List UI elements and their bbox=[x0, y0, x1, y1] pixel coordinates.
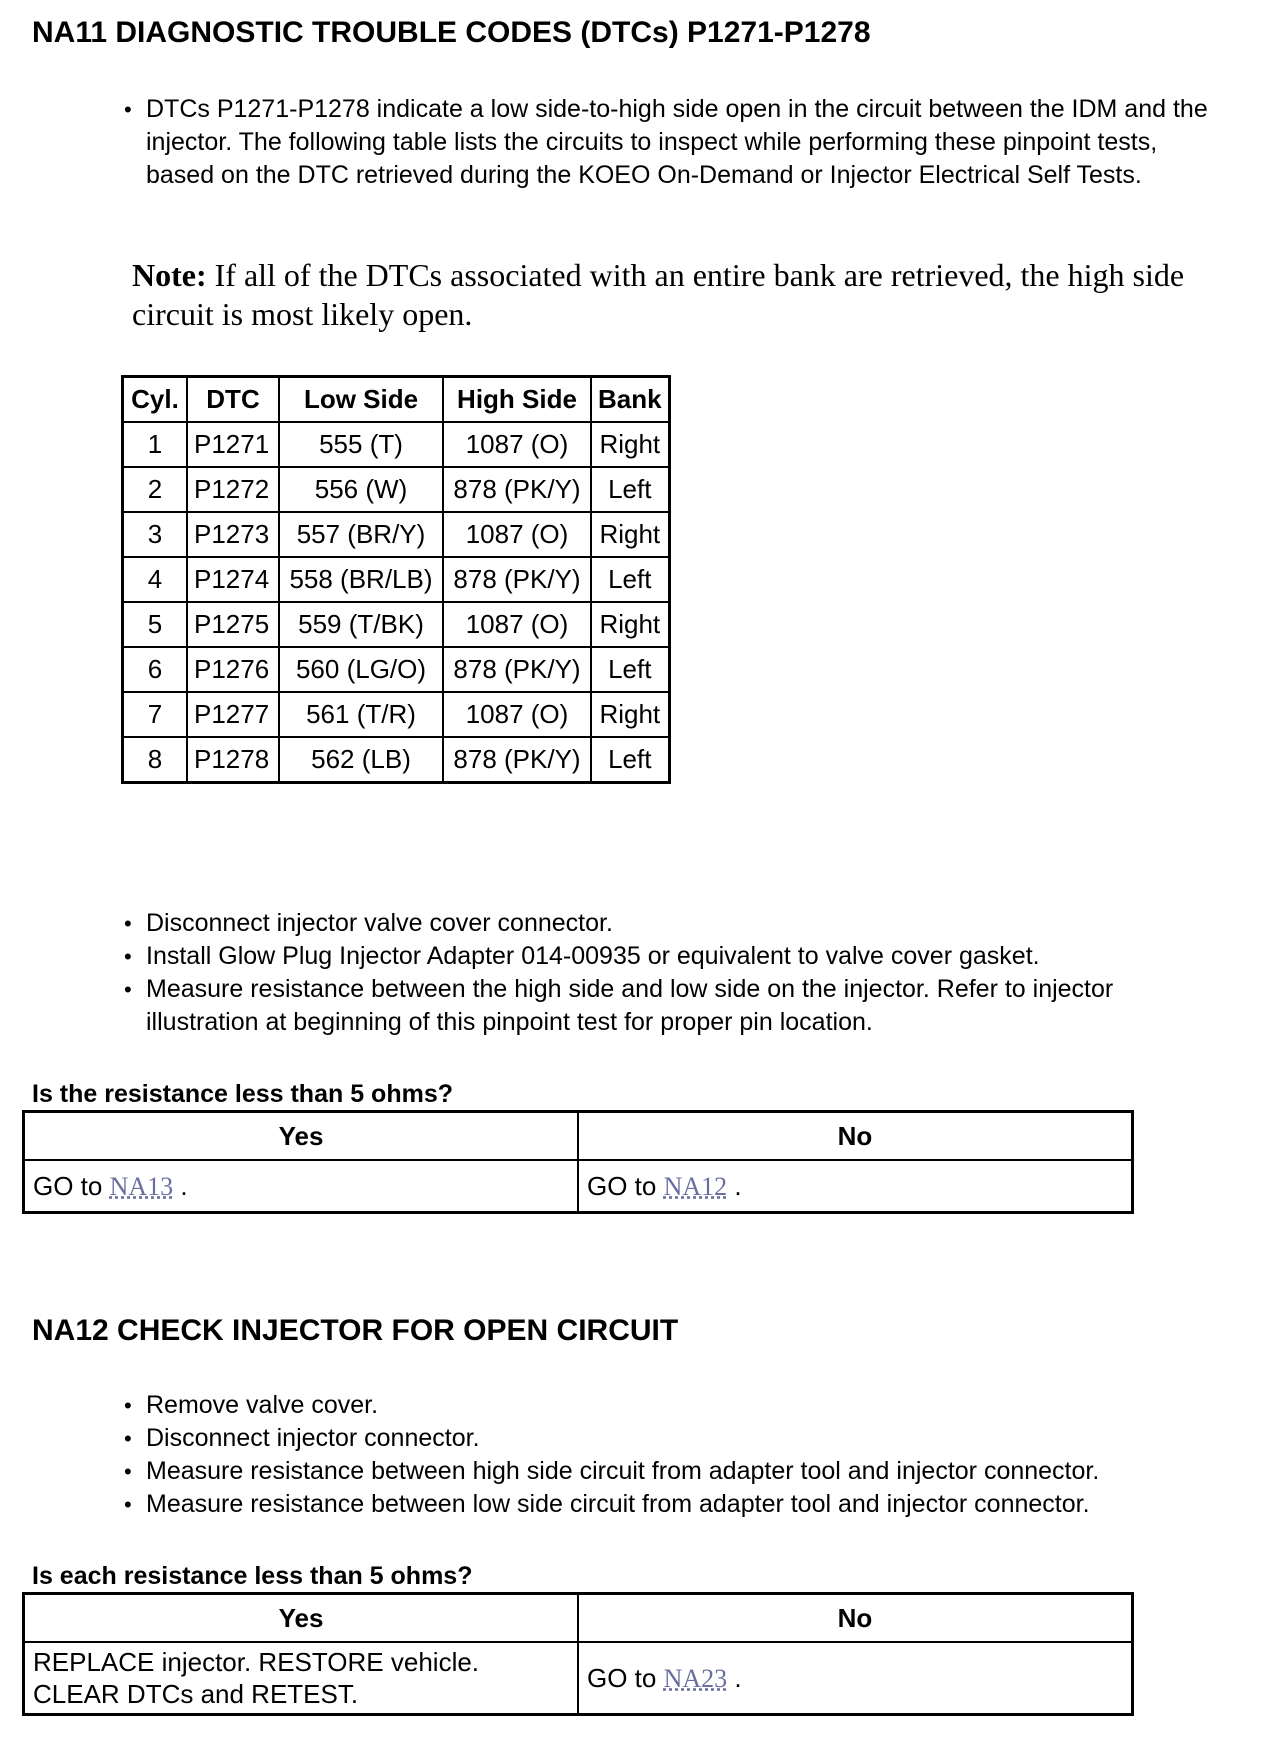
cell-bank: Right bbox=[591, 512, 669, 557]
cell-high-side: 1087 (O) bbox=[443, 512, 591, 557]
col-header-high-side: High Side bbox=[443, 377, 591, 423]
period: . bbox=[727, 1662, 742, 1693]
link-na12[interactable]: NA12 bbox=[663, 1171, 728, 1201]
period: . bbox=[727, 1170, 742, 1201]
col-header-cyl: Cyl. bbox=[123, 377, 188, 423]
list-item bbox=[110, 940, 1230, 973]
table-row bbox=[123, 467, 670, 512]
list-item bbox=[110, 93, 1230, 192]
bullet-icon: • bbox=[124, 977, 132, 1002]
na12-step-3: Measure resistance between high side circuit from adapter tool and injector connector. bbox=[146, 1457, 1100, 1485]
cell-bank: Left bbox=[591, 647, 669, 692]
table-row bbox=[123, 422, 670, 467]
go-to-text: GO to bbox=[587, 1662, 664, 1693]
na12-step-4: Measure resistance between low side circuit from adapter tool and injector connector. bbox=[146, 1490, 1090, 1518]
na12-step-2: Disconnect injector connector. bbox=[146, 1424, 480, 1452]
bullet-icon: • bbox=[124, 1426, 132, 1451]
go-to-text: GO to bbox=[587, 1170, 664, 1201]
yes-header: Yes bbox=[24, 1594, 579, 1643]
cell-bank: Right bbox=[591, 602, 669, 647]
table-header-row bbox=[123, 377, 670, 423]
yes-header: Yes bbox=[24, 1112, 579, 1161]
cell-dtc: P1278 bbox=[187, 737, 279, 783]
na11-intro-list bbox=[110, 93, 1230, 192]
cell-high-side: 878 (PK/Y) bbox=[443, 737, 591, 783]
list-item bbox=[110, 1389, 1250, 1422]
na11-intro-text: DTCs P1271-P1278 indicate a low side-to-high side open in the circuit between the IDM and the injector. The following table lists the circuits to inspect while performing these pinpoint tests, based on the DTC retrieved during the KOEO On-Demand or Injector Electrical Self Tests. bbox=[146, 95, 1208, 189]
cell-dtc: P1277 bbox=[187, 692, 279, 737]
cell-high-side: 878 (PK/Y) bbox=[443, 647, 591, 692]
cell-cyl: 1 bbox=[123, 422, 188, 467]
table-row bbox=[123, 602, 670, 647]
col-header-bank: Bank bbox=[591, 377, 669, 423]
cell-low-side: 555 (T) bbox=[279, 422, 443, 467]
na12-title: NA12 CHECK INJECTOR FOR OPEN CIRCUIT bbox=[32, 1314, 679, 1347]
cell-low-side: 560 (LG/O) bbox=[279, 647, 443, 692]
no-cell bbox=[578, 1642, 1133, 1715]
cell-dtc: P1271 bbox=[187, 422, 279, 467]
table-row bbox=[123, 512, 670, 557]
note-label: Note: bbox=[132, 257, 207, 293]
cell-bank: Right bbox=[591, 692, 669, 737]
table-row bbox=[123, 692, 670, 737]
no-header: No bbox=[578, 1112, 1133, 1161]
bullet-icon: • bbox=[124, 944, 132, 969]
cell-dtc: P1273 bbox=[187, 512, 279, 557]
cell-cyl: 6 bbox=[123, 647, 188, 692]
cell-low-side: 558 (BR/LB) bbox=[279, 557, 443, 602]
table-row bbox=[123, 557, 670, 602]
list-item bbox=[110, 973, 1230, 1039]
na11-title: NA11 DIAGNOSTIC TROUBLE CODES (DTCs) P1271-P1278 bbox=[32, 16, 871, 49]
cell-dtc: P1272 bbox=[187, 467, 279, 512]
list-item bbox=[110, 1488, 1250, 1521]
link-na23[interactable]: NA23 bbox=[663, 1663, 728, 1693]
cell-dtc: P1276 bbox=[187, 647, 279, 692]
list-item bbox=[110, 907, 1230, 940]
cell-cyl: 2 bbox=[123, 467, 188, 512]
list-item bbox=[110, 1455, 1250, 1488]
replace-text-line2: CLEAR DTCs and RETEST. bbox=[33, 1679, 359, 1709]
na11-answer-table bbox=[22, 1110, 1134, 1214]
cell-high-side: 1087 (O) bbox=[443, 692, 591, 737]
cell-low-side: 556 (W) bbox=[279, 467, 443, 512]
note-text: If all of the DTCs associated with an entire bank are retrieved, the high side circuit is most likely open. bbox=[132, 257, 1185, 332]
cell-dtc: P1274 bbox=[187, 557, 279, 602]
note bbox=[132, 256, 1242, 334]
col-header-low-side: Low Side bbox=[279, 377, 443, 423]
cell-dtc: P1275 bbox=[187, 602, 279, 647]
cell-high-side: 878 (PK/Y) bbox=[443, 557, 591, 602]
cell-high-side: 1087 (O) bbox=[443, 602, 591, 647]
table-row bbox=[123, 647, 670, 692]
na11-step-1: Disconnect injector valve cover connector. bbox=[146, 909, 613, 937]
cell-cyl: 7 bbox=[123, 692, 188, 737]
cell-cyl: 3 bbox=[123, 512, 188, 557]
period: . bbox=[173, 1170, 188, 1201]
yes-cell bbox=[24, 1642, 579, 1715]
na12-steps-list bbox=[110, 1389, 1250, 1521]
cell-low-side: 562 (LB) bbox=[279, 737, 443, 783]
no-header: No bbox=[578, 1594, 1133, 1643]
na12-answer-table bbox=[22, 1592, 1134, 1716]
list-item bbox=[110, 1422, 1250, 1455]
na11-step-2: Install Glow Plug Injector Adapter 014-00935 or equivalent to valve cover gasket. bbox=[146, 942, 1040, 970]
bullet-icon: • bbox=[124, 97, 132, 122]
cell-bank: Left bbox=[591, 467, 669, 512]
cell-cyl: 5 bbox=[123, 602, 188, 647]
yes-cell bbox=[24, 1160, 579, 1213]
cell-low-side: 559 (T/BK) bbox=[279, 602, 443, 647]
na11-steps-list bbox=[110, 907, 1230, 1039]
cell-high-side: 878 (PK/Y) bbox=[443, 467, 591, 512]
na12-question: Is each resistance less than 5 ohms? bbox=[32, 1562, 473, 1590]
col-header-dtc: DTC bbox=[187, 377, 279, 423]
link-na13[interactable]: NA13 bbox=[109, 1171, 174, 1201]
bullet-icon: • bbox=[124, 1393, 132, 1418]
replace-text-line1: REPLACE injector. RESTORE vehicle. bbox=[33, 1647, 480, 1677]
cell-bank: Left bbox=[591, 557, 669, 602]
bullet-icon: • bbox=[124, 1459, 132, 1484]
cell-low-side: 557 (BR/Y) bbox=[279, 512, 443, 557]
cell-high-side: 1087 (O) bbox=[443, 422, 591, 467]
bullet-icon: • bbox=[124, 1492, 132, 1517]
na11-step-3: Measure resistance between the high side and low side on the injector. Refer to injector illustration at beginning of this pinpoint test for proper pin location. bbox=[146, 975, 1114, 1036]
go-to-text: GO to bbox=[33, 1170, 110, 1201]
na11-question: Is the resistance less than 5 ohms? bbox=[32, 1080, 453, 1108]
no-cell bbox=[578, 1160, 1133, 1213]
cell-cyl: 4 bbox=[123, 557, 188, 602]
dtc-table bbox=[121, 375, 671, 784]
cell-cyl: 8 bbox=[123, 737, 188, 783]
cell-low-side: 561 (T/R) bbox=[279, 692, 443, 737]
table-row bbox=[123, 737, 670, 783]
cell-bank: Left bbox=[591, 737, 669, 783]
cell-bank: Right bbox=[591, 422, 669, 467]
bullet-icon: • bbox=[124, 911, 132, 936]
na12-step-1: Remove valve cover. bbox=[146, 1391, 379, 1419]
